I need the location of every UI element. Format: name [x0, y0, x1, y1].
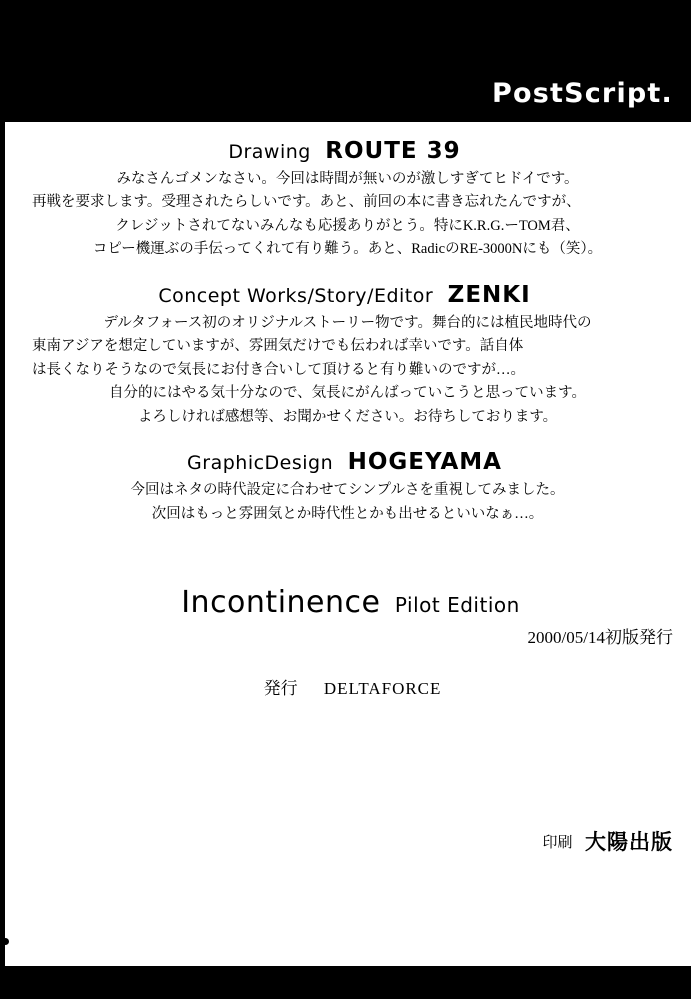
- section-heading: [20, 282, 675, 308]
- printer-name: 大陽出版: [585, 830, 673, 854]
- section-heading: [20, 449, 675, 475]
- publication-date: 2000/05/14初版発行: [527, 628, 673, 647]
- colophon-title-row: [0, 585, 691, 620]
- body-line: は長くなりそうなので気長にお付き合いして頂けると有り難いのですが…。: [32, 361, 525, 378]
- section-credit-name: HOGEYAMA: [347, 449, 502, 476]
- section-heading: [20, 138, 675, 164]
- publication-title: Incontinence: [181, 585, 381, 620]
- body-line: コピー機運ぶの手伝ってくれて有り難う。あと、RadicのRE-3000Nにも（笑）。: [92, 241, 603, 258]
- printer-label: 印刷: [542, 835, 573, 851]
- bottom-black-band: [0, 966, 691, 999]
- page-title: PostScript.: [491, 78, 673, 109]
- section-body: [20, 479, 675, 526]
- section-body: [20, 168, 675, 262]
- section-body: [20, 312, 675, 429]
- left-edge-strip: [0, 122, 5, 966]
- postscript-sections: [20, 122, 675, 532]
- section-role: Concept Works/Story/Editor: [158, 284, 434, 307]
- publisher-name: DELTAFORCE: [323, 679, 442, 698]
- page-corner-marker: [2, 938, 9, 945]
- section-role: Drawing: [228, 141, 311, 163]
- colophon: [0, 585, 691, 699]
- publisher-label: 発行: [263, 679, 298, 698]
- section-credit-name: ZENKI: [447, 281, 531, 308]
- body-line: デルタフォース初のオリジナルストーリー物です。舞台的には植民地時代の: [103, 314, 592, 331]
- body-line: みなさんゴメンなさい。今回は時間が無いのが激しすぎてヒドイです。: [116, 171, 579, 187]
- body-line: よろしければ感想等、お聞かせください。お待ちしております。: [137, 408, 558, 425]
- publisher-row: [0, 674, 691, 699]
- body-line: クレジットされてないみんなも応援ありがとう。特にK.R.G.ーTOM君、: [115, 217, 580, 234]
- printer-row: [543, 826, 673, 856]
- body-line: 次回はもっと雰囲気とか時代性とかも出せるといいなぁ…。: [151, 505, 544, 522]
- body-line: 今回はネタの時代設定に合わせてシンプルさを重視してみました。: [130, 482, 565, 499]
- body-line: 再戦を要求します。受理されたらしいです。あと、前回の本に書き忘れたんですが、: [32, 194, 581, 211]
- section-credit-name: ROUTE 39: [325, 138, 461, 164]
- credit-section-concept: [20, 282, 675, 429]
- section-role: GraphicDesign: [187, 452, 334, 475]
- credit-section-graphic-design: [20, 449, 675, 526]
- publication-edition: Pilot Edition: [394, 593, 520, 617]
- body-line: 東南アジアを想定していますが、雰囲気だけでも伝われば幸いです。話自体: [32, 338, 524, 355]
- body-line: 自分的にはやる気十分なので、気長にがんばっていこうと思っています。: [108, 385, 587, 402]
- credit-section-drawing: [20, 138, 675, 262]
